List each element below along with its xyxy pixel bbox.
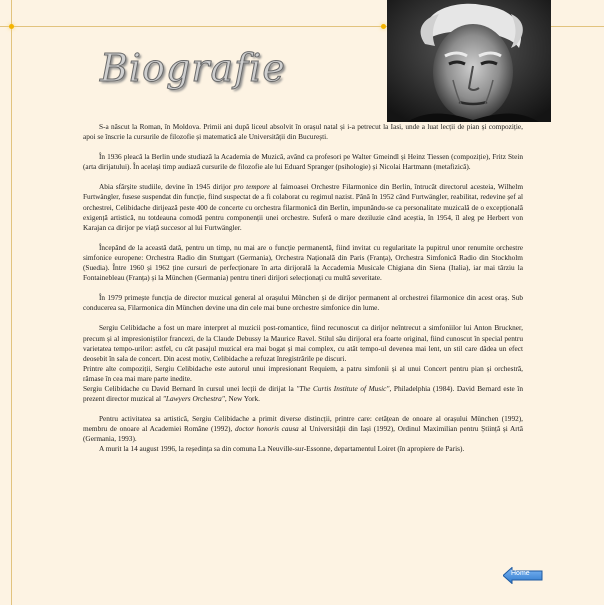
paragraph-birth: S-a născut la Roman, în Moldova. Primii ani după liceul absolvit în orașul natal și i-a petrecut la Iasi, unde a luat lecții de pian și compoziție, apoi se înscrie la cursurile de filozofie și matematică ale Universității din București. bbox=[83, 122, 523, 142]
paragraph-berlin-philharmonic: Abia sfârșite studiile, devine în 1945 dirijor pro tempore al faimoasei Orchestre Filarmonice din Berlin, întrucât directorul acesteia, Wilhelm Furtwängler, fusese suspendat din funcție, fiind suspectat de a fi colaborat cu regimul nazist. Până în 1952 când Furtwängler, reabilitat, redevine șef al orchestrei, Celibidache dirijează peste 400 de concerte cu orchestra filarmonică din Berlin, impunându-se ca personalitate muzicală de o excepțională exigență artistică, nu totdeauna comodă pentru componenții unei orchestre. Suferă o mare deziluzie când aceștia, în 1954, îl aleg pe Herbert von Karajan ca dirijor pe viață succesor al lui Furtwängler. bbox=[83, 182, 523, 232]
paragraph-style: Sergiu Celibidache a fost un mare interpret al muzicii post-romantice, fiind recunoscut ca dirijor neîntrecut a simfoniilor lui Anton Bruckner, precum și al impresioniștilor francezi, de la Claude Debussy la Maurice Ravel. Stilul său dirijoral era foarte original, fiind cunoscut în special pentru varietatea tempo-urilor: astfel, cu cât pasajul muzical era mai bogat și mai complex, cu atât tempo-ul devenea mai lent, un stil care dădea un efect deosebit în sala de concert. Din acest motiv, Celibidache a refuzat înregistrările pe discuri. bbox=[83, 323, 523, 363]
paragraph-compositions: Printre alte compoziții, Sergiu Celibidache este autorul unui impresionant Requiem, a patru simfonii și al unui Concert pentru pian și orchestră, rămase în cea mai mare parte inedite. bbox=[83, 363, 523, 383]
paragraph-berlin-studies: În 1936 pleacă la Berlin unde studiază la Academia de Muzică, având ca profesori pe Walter Gmeindl și Heinz Tiessen (compoziție), Fritz Stein (arta dirijatului). În acelaşi timp audiază cursurile de filozofie ale lui Eduard Spranger (psihologie) și Nicolai Hartmann (metafizică). bbox=[83, 152, 523, 172]
home-button[interactable] bbox=[503, 567, 543, 584]
frame-line-left bbox=[11, 0, 12, 605]
paragraph-munich: În 1979 primește funcția de director muzical general al orașului München și de dirijor permanent al orchestrei filarmonice din acest oraș. Sub conducerea sa, Filarmonica din München devine una din cele mai bune orchestre simfonice din lume. bbox=[83, 293, 523, 313]
home-button-label: Home bbox=[511, 570, 530, 577]
paragraph-guest-conductor: Începând de la această dată, pentru un timp, nu mai are o funcție permanentă, fiind invitat cu regularitate la pupitrul unor renumite orchestre simfonice europene: Orchestra Radio din Stuttgart (Germania), Orchestra Națională din Paris (Franța), Orchestra Simfonică Radio din Stockholm (Suedia). Între 1960 și 1962 ține cursuri de perfecționare în arta dirijorală la Accademia Musicale Chigiana din Siena (Italia), iar mai târziu la Fontainebleau (Franța) și la München (Germania) pentru tineri dirijori selecționați cu multă severitate. bbox=[83, 242, 523, 283]
paragraph-curtis: Sergiu Celibidache cu David Bernard în cursul unei lecții de dirijat la "The Curtis Institute of Music", Philadelphia (1984). David Bernard este în prezent director muzical al "Lawyers Orchestra", New York. bbox=[83, 383, 523, 404]
portrait-photo bbox=[387, 0, 551, 122]
paragraph-distinctions: Pentru activitatea sa artistică, Sergiu Celibidache a primit diverse distincții, printre care: cetățean de onoare al orașului München (1992), membru de onoare al Academiei Române (1992), doctor honoris causa al Universității din Iași (1992), Ordinul Maximilian pentru Știință și Artă (Germania, 1993). bbox=[83, 414, 523, 444]
biography-text bbox=[83, 122, 523, 465]
paragraph-death: A murit la 14 august 1996, la reședința sa din comuna La Neuville-sur-Essonne, departamentul Loiret (în apropiere de Paris). bbox=[99, 444, 465, 454]
decorative-dot bbox=[9, 24, 14, 29]
page-title: Biografie bbox=[100, 46, 286, 90]
decorative-dot bbox=[381, 24, 386, 29]
